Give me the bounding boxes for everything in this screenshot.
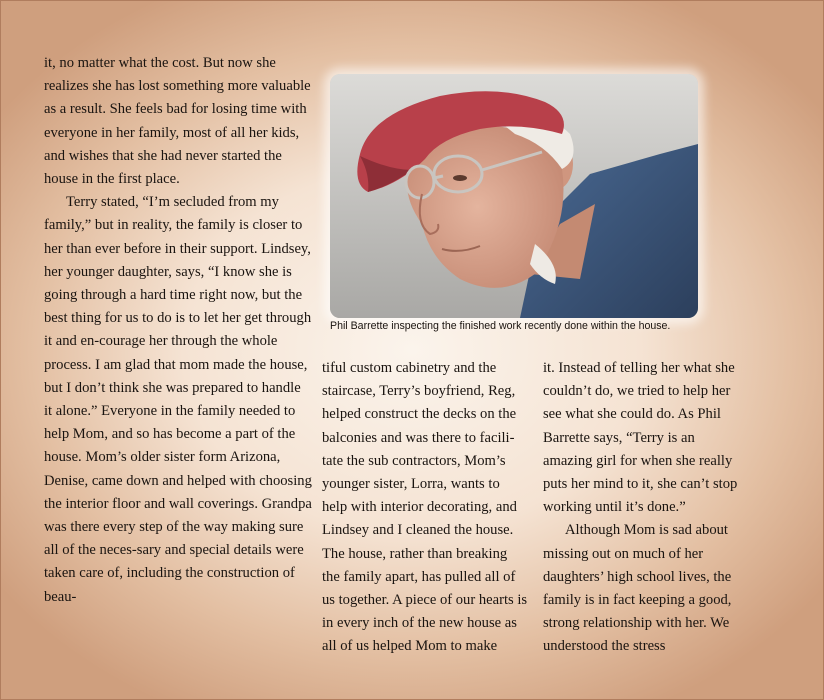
photo-phil-barrette: [330, 74, 698, 318]
paragraph: Terry stated, “I’m secluded from my family,” but in reality, the family is closer to her than ever before in their support. Lindsey, her younger daughter, says, “I know she is going through a hard time right now, but the best thing for us to do is to let her get through it and en-courage her through the whole process. I am glad that mom made the house, but I don’t think she was prepared to handle it alone.” Everyone in the family needed to help Mom, and so has become a part of the house. Mom’s older sister form Arizona, Denise, came down and helped with choosing the interior floor and wall coverings. Grandpa was there every step of the way making sure all of the neces-sary and special details were taken care of, including the construction of beau-: [44, 194, 312, 605]
paragraph: it, no matter what the cost. But now she realizes she has lost something more valuable as a result. She feels bad for losing time with everyone in her family, most of all her kids, and wishes that she had never started the house in the first place.: [44, 55, 311, 188]
article-column-1: [44, 52, 312, 609]
photo-caption: Phil Barrette inspecting the finished work recently done within the house.: [330, 320, 671, 332]
paragraph: Although Mom is sad about missing out on much of her daughters’ high school lives, the family is in fact keeping a good, strong relationship with her. We understood the stress: [543, 522, 732, 655]
article-column-3: [543, 357, 743, 659]
paragraph: tiful custom cabinetry and the staircase, Terry’s boyfriend, Reg, helped construct the decks on the balconies and was there to facili-tate the sub contractors, Mom’s younger sister, Lorra, wants to help with interior decorating, and Lindsey and I cleaned the house. The house, rather than breaking the family apart, has pulled all of us together. A piece of our hearts is in every inch of the new house as all of us helped Mom to make: [322, 360, 528, 655]
article-column-2: [322, 357, 528, 659]
man-in-red-cap-illustration: [330, 74, 698, 318]
paragraph: it. Instead of telling her what she couldn’t do, we tried to help her see what she could do. As Phil Barrette says, “Terry is an amazing girl for when she really puts her mind to it, she can’t stop working until it’s done.”: [543, 360, 738, 516]
